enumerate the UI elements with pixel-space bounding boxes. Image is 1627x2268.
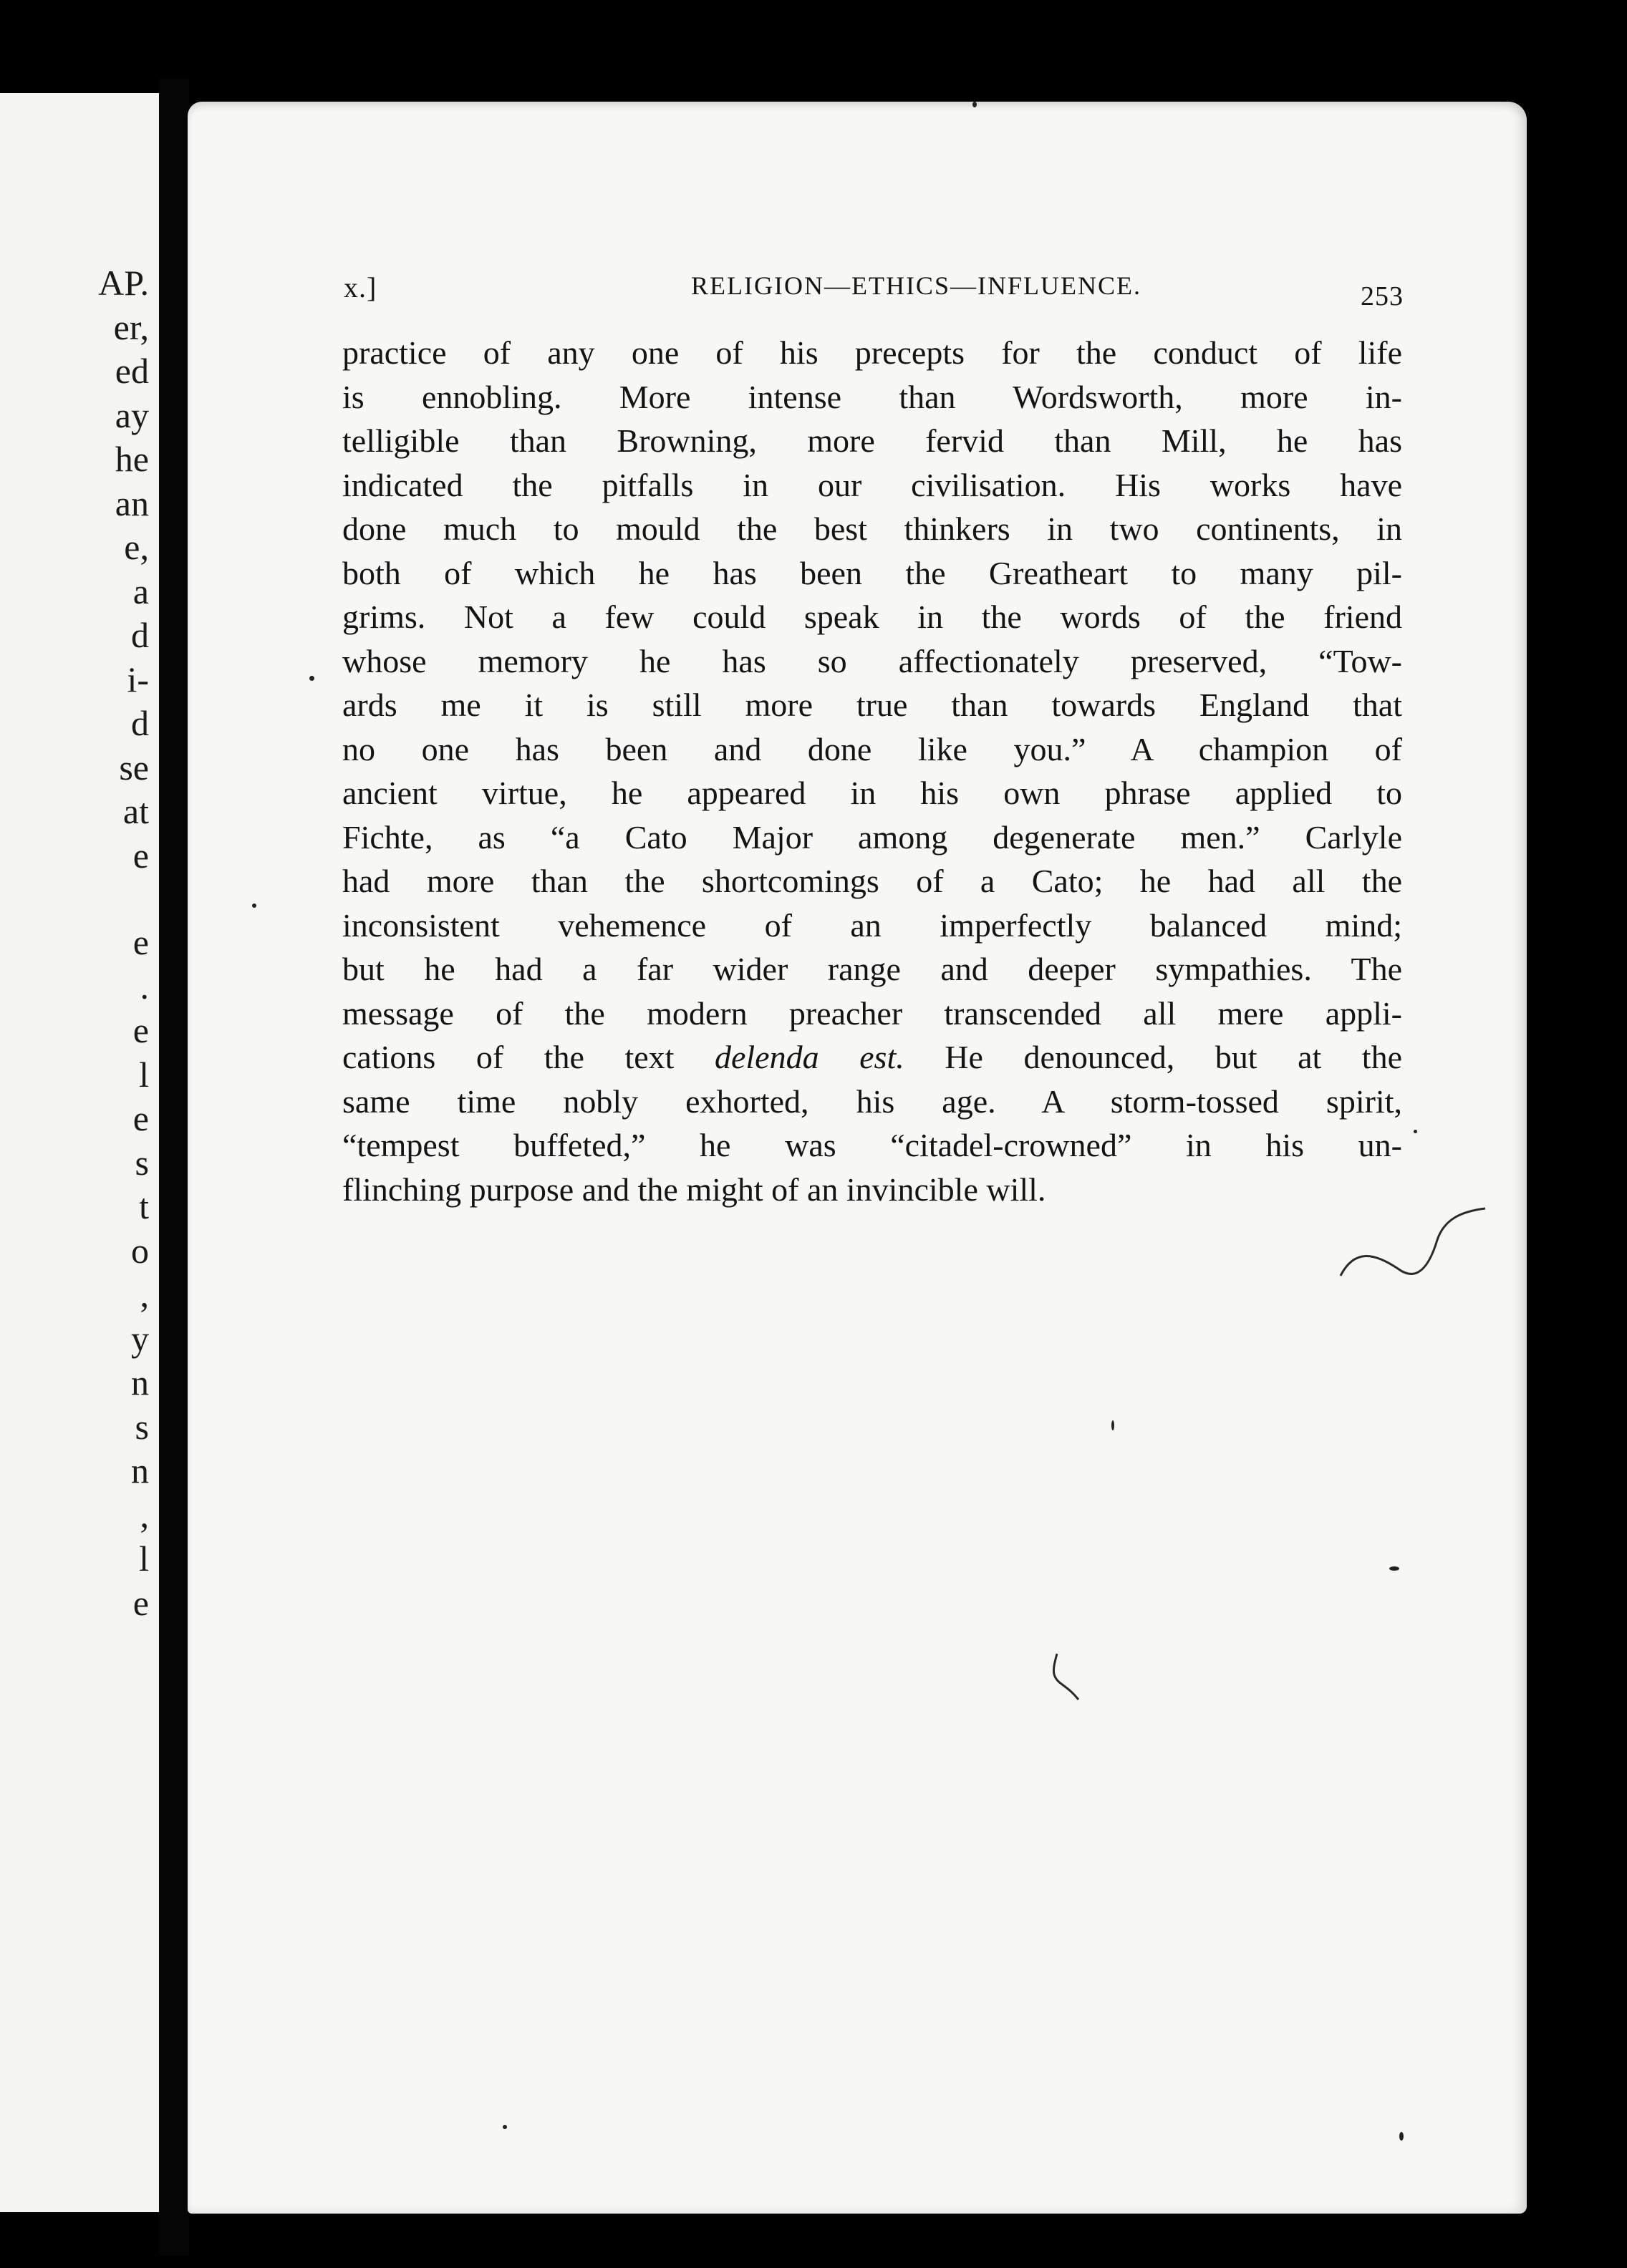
text-line-with-italic — [342, 1035, 1402, 1080]
running-title: RELIGION—ETHICS—INFLUENCE. — [691, 271, 1141, 300]
facing-page-fragment: s — [135, 1142, 149, 1183]
facing-page-fragment: l — [139, 1538, 149, 1579]
facing-page-fragment: e — [132, 1098, 149, 1138]
paper-speck — [252, 903, 256, 908]
pencil-mark — [1047, 1648, 1104, 1705]
facing-page-fragment: ay — [115, 394, 149, 435]
pencil-mark — [1333, 1197, 1491, 1297]
text-line: same time nobly exhorted, his age. A storm-tossed spirit, — [342, 1082, 1402, 1120]
paper-speck — [1389, 1566, 1399, 1571]
text-line: flinching purpose and the might of an invincible will. — [342, 1171, 1046, 1208]
facing-page-fragment: e — [132, 922, 149, 962]
paper-speck — [972, 102, 977, 107]
facing-page — [0, 93, 161, 2212]
body-paragraph — [342, 331, 1402, 1211]
paper-speck — [1414, 1130, 1417, 1133]
paper-speck — [1111, 1420, 1114, 1430]
facing-page-fragment: at — [122, 791, 149, 831]
paper-speck — [1399, 2132, 1404, 2141]
facing-page-fragment: s — [135, 1406, 149, 1447]
text-line: no one has been and done like you.” A champion of — [342, 730, 1402, 767]
facing-page-fragment: n — [131, 1362, 149, 1402]
text-line: telligible than Browning, more fervid than Mill, he has — [342, 422, 1402, 459]
paper-speck — [503, 2125, 507, 2129]
italic-phrase: delenda est. — [714, 1039, 904, 1075]
text-line: indicated the pitfalls in our civilisation. His works have — [342, 466, 1402, 503]
facing-page-fragment: a — [132, 571, 149, 611]
facing-page-fragment: t — [139, 1186, 149, 1226]
text-segment: He denounced, but at the — [904, 1039, 1403, 1075]
facing-page-fragment: an — [115, 483, 149, 523]
text-line: had more than the shortcomings of a Cato; he had all the — [342, 863, 1402, 899]
text-line: is ennobling. More intense than Wordsworth, more in- — [342, 378, 1402, 415]
paper-speck — [309, 676, 314, 681]
facing-page-fragment: y — [131, 1318, 149, 1359]
text-line: ards me it is still more true than towards England that — [342, 687, 1402, 723]
facing-page-fragment: e — [132, 1582, 149, 1623]
facing-page-fragment: n — [131, 1450, 149, 1491]
facing-page-fragment: , — [140, 1494, 149, 1535]
text-line: inconsistent vehemence of an imperfectly balanced mind; — [342, 906, 1402, 944]
facing-page-fragment: d — [131, 615, 149, 655]
book-gutter — [159, 79, 189, 2255]
facing-page-fragment: AP. — [98, 263, 149, 303]
facing-page-fragment: e, — [124, 527, 149, 567]
book-page — [188, 102, 1527, 2214]
text-line: practice of any one of his precepts for the conduct of life — [342, 334, 1402, 371]
facing-page-fragment: . — [140, 966, 149, 1007]
facing-page-fragment: ed — [115, 351, 149, 391]
text-line: but he had a far wider range and deeper sympathies. The — [342, 951, 1402, 987]
facing-page-fragment: i- — [127, 659, 149, 699]
text-line: done much to mould the best thinkers in two continents, in — [342, 510, 1402, 547]
text-line: grims. Not a few could speak in the words of the friend — [342, 598, 1402, 635]
text-line: “tempest buffeted,” he was “citadel-crowned” in his un- — [342, 1127, 1402, 1163]
text-line: message of the modern preacher transcended all mere appli- — [342, 994, 1402, 1032]
facing-page-fragment: l — [139, 1054, 149, 1095]
facing-page-fragment: se — [119, 747, 149, 788]
text-line: both of which he has been the Greatheart to many pil- — [342, 554, 1402, 591]
facing-page-fragment: o — [131, 1230, 149, 1271]
text-segment: cations of the text — [342, 1039, 715, 1075]
text-line: Fichte, as “a Cato Major among degenerate men.” Carlyle — [342, 818, 1402, 856]
running-head — [344, 268, 1404, 314]
facing-page-fragment: d — [131, 703, 149, 743]
text-line: ancient virtue, he appeared in his own phrase applied to — [342, 775, 1402, 811]
facing-page-fragment: e — [132, 1010, 149, 1050]
text-line: whose memory he has so affectionately preserved, “Tow- — [342, 642, 1402, 679]
facing-page-fragment: e — [132, 835, 149, 876]
facing-page-fragment: , — [140, 1274, 149, 1314]
chapter-number: x.] — [344, 271, 377, 304]
facing-page-fragment: er, — [113, 306, 149, 347]
facing-page-fragment: he — [115, 439, 149, 479]
page-number: 253 — [1361, 281, 1404, 311]
